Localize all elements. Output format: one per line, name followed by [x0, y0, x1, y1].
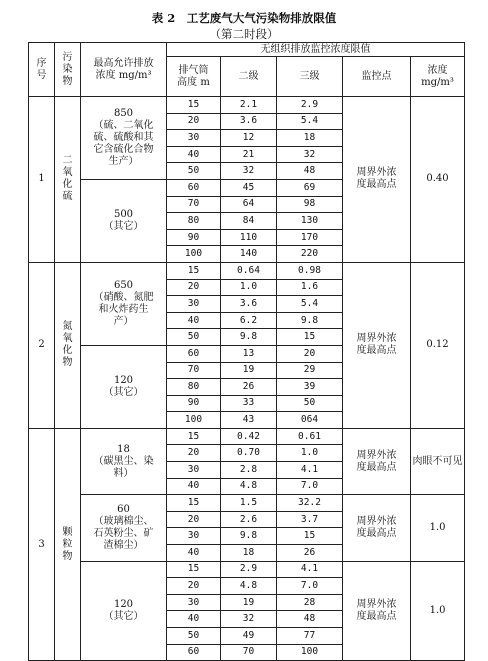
- header-grade3: 三级: [277, 57, 343, 97]
- grade2-cell: 12: [221, 130, 277, 147]
- stack-height-cell: 20: [167, 279, 221, 296]
- pollutant-cell: 颗 粒 物: [55, 428, 81, 660]
- grade2-cell: 26: [221, 379, 277, 396]
- emission-cell: 120 （其它）: [81, 561, 167, 661]
- seq-cell: 1: [29, 97, 55, 263]
- grade2-cell: 70: [221, 644, 277, 661]
- grade2-cell: 9.8: [221, 329, 277, 346]
- grade3-cell: 32: [277, 146, 343, 163]
- grade3-cell: 4.1: [277, 561, 343, 578]
- concentration-cell: 肉眼不可见: [411, 428, 465, 494]
- stack-height-cell: 15: [167, 495, 221, 512]
- stack-height-cell: 60: [167, 345, 221, 362]
- table-row: [29, 97, 465, 114]
- grade3-cell: 5.4: [277, 296, 343, 313]
- grade2-cell: 49: [221, 628, 277, 645]
- grade2-cell: 64: [221, 196, 277, 213]
- grade3-cell: 39: [277, 379, 343, 396]
- header-stack-height: 排气筒 高度 m: [167, 57, 221, 97]
- table-row: [29, 561, 465, 578]
- table-row: [29, 262, 465, 279]
- grade3-cell: 170: [277, 229, 343, 246]
- stack-height-cell: 90: [167, 395, 221, 412]
- grade3-cell: 50: [277, 395, 343, 412]
- stack-height-cell: 40: [167, 478, 221, 495]
- stack-height-cell: 15: [167, 561, 221, 578]
- header-monitor: 监控点: [343, 57, 411, 97]
- grade3-cell: 77: [277, 628, 343, 645]
- stack-height-cell: 15: [167, 428, 221, 445]
- emission-limits-table: [28, 42, 465, 661]
- grade2-cell: 1.0: [221, 279, 277, 296]
- grade2-cell: 18: [221, 545, 277, 562]
- concentration-cell: 1.0: [411, 561, 465, 661]
- grade2-cell: 3.6: [221, 113, 277, 130]
- grade3-cell: 064: [277, 412, 343, 429]
- grade3-cell: 48: [277, 163, 343, 180]
- stack-height-cell: 70: [167, 196, 221, 213]
- grade3-cell: 4.1: [277, 462, 343, 479]
- stack-height-cell: 60: [167, 644, 221, 661]
- stack-height-cell: 60: [167, 179, 221, 196]
- seq-cell: 2: [29, 262, 55, 428]
- stack-height-cell: 20: [167, 113, 221, 130]
- grade3-cell: 26: [277, 545, 343, 562]
- stack-height-cell: 100: [167, 412, 221, 429]
- grade3-cell: 18: [277, 130, 343, 147]
- emission-cell: 850 （硫、二氧化 硫、硫酸和其 它含硫化合物 生产）: [81, 97, 167, 180]
- header-unorganized: 无组织排放监控浓度限值: [167, 43, 465, 57]
- grade3-cell: 100: [277, 644, 343, 661]
- grade2-cell: 84: [221, 213, 277, 230]
- grade3-cell: 15: [277, 528, 343, 545]
- header-pollutant: 污 染 物: [55, 43, 81, 97]
- stack-height-cell: 50: [167, 329, 221, 346]
- concentration-cell: 0.40: [411, 97, 465, 263]
- concentration-cell: 1.0: [411, 495, 465, 561]
- emission-cell: 500 （其它）: [81, 179, 167, 262]
- grade3-cell: 2.9: [277, 97, 343, 114]
- concentration-cell: 0.12: [411, 262, 465, 428]
- emission-cell: 120 （其它）: [81, 345, 167, 428]
- stack-height-cell: 40: [167, 146, 221, 163]
- grade3-cell: 32.2: [277, 495, 343, 512]
- stack-height-cell: 15: [167, 97, 221, 114]
- grade2-cell: 1.5: [221, 495, 277, 512]
- grade2-cell: 3.6: [221, 296, 277, 313]
- header-concentration: 浓度 mg/m³: [411, 57, 465, 97]
- stack-height-cell: 50: [167, 628, 221, 645]
- grade2-cell: 0.64: [221, 262, 277, 279]
- stack-height-cell: 90: [167, 229, 221, 246]
- grade2-cell: 6.2: [221, 312, 277, 329]
- grade2-cell: 9.8: [221, 528, 277, 545]
- grade2-cell: 43: [221, 412, 277, 429]
- grade2-cell: 0.42: [221, 428, 277, 445]
- grade2-cell: 21: [221, 146, 277, 163]
- grade3-cell: 0.98: [277, 262, 343, 279]
- stack-height-cell: 30: [167, 130, 221, 147]
- monitor-cell: 周界外浓 度最高点: [343, 561, 411, 661]
- stack-height-cell: 20: [167, 445, 221, 462]
- grade3-cell: 20: [277, 345, 343, 362]
- monitor-cell: 周界外浓 度最高点: [343, 97, 411, 263]
- monitor-cell: 周界外浓 度最高点: [343, 262, 411, 428]
- emission-cell: 18 （碳黑尘、染 料）: [81, 428, 167, 494]
- grade3-cell: 1.6: [277, 279, 343, 296]
- stack-height-cell: 80: [167, 213, 221, 230]
- stack-height-cell: 100: [167, 246, 221, 263]
- grade2-cell: 2.1: [221, 97, 277, 114]
- table-row: [29, 495, 465, 512]
- grade2-cell: 45: [221, 179, 277, 196]
- header-max-emission: 最高允许排放 浓度 mg/m³: [81, 43, 167, 97]
- emission-cell: 650 （硝酸、氮肥 和火炸药生 产）: [81, 262, 167, 345]
- grade3-cell: 0.61: [277, 428, 343, 445]
- grade2-cell: 13: [221, 345, 277, 362]
- grade3-cell: 29: [277, 362, 343, 379]
- grade2-cell: 110: [221, 229, 277, 246]
- stack-height-cell: 20: [167, 578, 221, 595]
- grade2-cell: 19: [221, 362, 277, 379]
- stack-height-cell: 30: [167, 594, 221, 611]
- monitor-cell: 周界外浓 度最高点: [343, 428, 411, 494]
- grade3-cell: 9.8: [277, 312, 343, 329]
- grade3-cell: 3.7: [277, 511, 343, 528]
- grade2-cell: 0.70: [221, 445, 277, 462]
- grade3-cell: 7.0: [277, 578, 343, 595]
- stack-height-cell: 80: [167, 379, 221, 396]
- grade2-cell: 33: [221, 395, 277, 412]
- stack-height-cell: 50: [167, 163, 221, 180]
- table-subtitle: （第二时段）: [209, 27, 279, 41]
- grade3-cell: 15: [277, 329, 343, 346]
- table-title: 表 2 工艺废气大气污染物排放限值: [151, 11, 337, 25]
- emission-cell: 60 （玻璃棉尘、 石英粉尘、矿 渣棉尘）: [81, 495, 167, 561]
- grade3-cell: 69: [277, 179, 343, 196]
- grade3-cell: 5.4: [277, 113, 343, 130]
- stack-height-cell: 15: [167, 262, 221, 279]
- grade2-cell: 32: [221, 163, 277, 180]
- grade2-cell: 2.6: [221, 511, 277, 528]
- stack-height-cell: 40: [167, 312, 221, 329]
- grade3-cell: 130: [277, 213, 343, 230]
- grade2-cell: 32: [221, 611, 277, 628]
- stack-height-cell: 30: [167, 528, 221, 545]
- grade3-cell: 48: [277, 611, 343, 628]
- grade2-cell: 2.9: [221, 561, 277, 578]
- pollutant-cell: 氮 氧 化 物: [55, 262, 81, 428]
- grade3-cell: 98: [277, 196, 343, 213]
- grade2-cell: 4.8: [221, 578, 277, 595]
- table-row: [29, 428, 465, 445]
- seq-cell: 3: [29, 428, 55, 660]
- grade3-cell: 1.0: [277, 445, 343, 462]
- grade2-cell: 19: [221, 594, 277, 611]
- grade3-cell: 220: [277, 246, 343, 263]
- monitor-cell: 周界外浓 度最高点: [343, 495, 411, 561]
- stack-height-cell: 40: [167, 545, 221, 562]
- stack-height-cell: 20: [167, 511, 221, 528]
- pollutant-cell: 二 氧 化 硫: [55, 97, 81, 263]
- grade3-cell: 7.0: [277, 478, 343, 495]
- grade2-cell: 140: [221, 246, 277, 263]
- grade2-cell: 4.8: [221, 478, 277, 495]
- header-grade2: 二级: [221, 57, 277, 97]
- stack-height-cell: 70: [167, 362, 221, 379]
- grade3-cell: 28: [277, 594, 343, 611]
- table-body: [29, 97, 465, 661]
- grade2-cell: 2.8: [221, 462, 277, 479]
- stack-height-cell: 30: [167, 462, 221, 479]
- stack-height-cell: 40: [167, 611, 221, 628]
- stack-height-cell: 30: [167, 296, 221, 313]
- header-seq: 序 号: [29, 43, 55, 97]
